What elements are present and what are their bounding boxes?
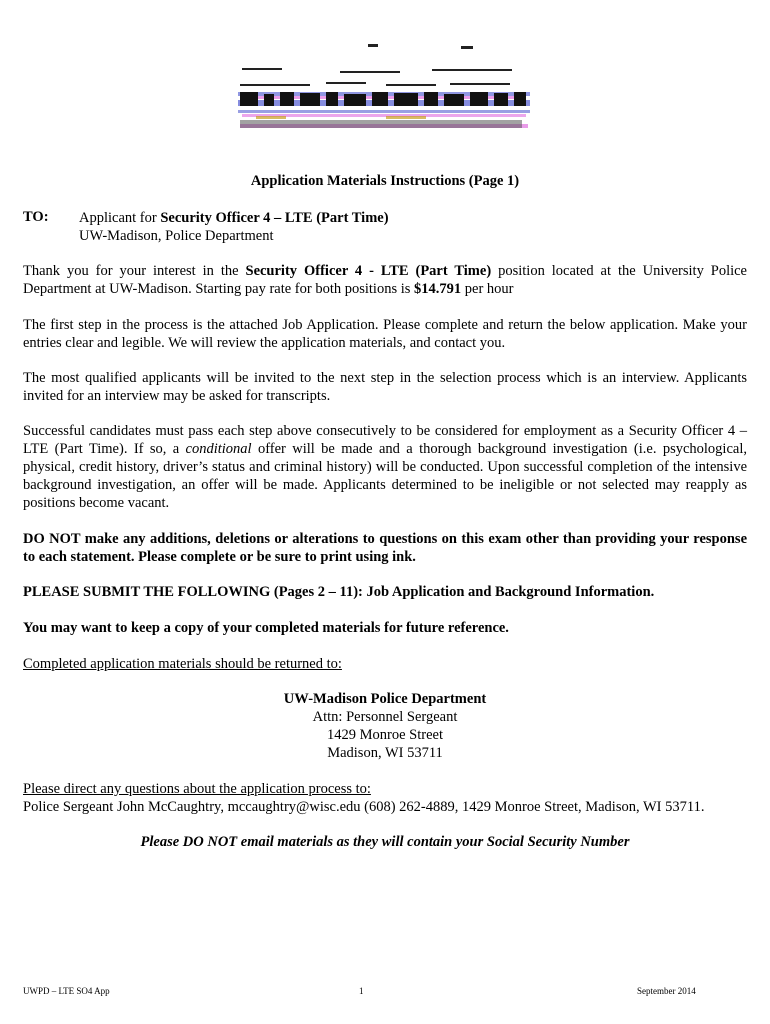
background-paragraph bbox=[23, 422, 747, 512]
do-not-alter-notice: DO NOT make any additions, deletions or alterations to questions on this exam other than providing your response to each statement. Please complete or be sure to print using ink. bbox=[23, 531, 747, 565]
to-prefix: Applicant for bbox=[79, 210, 161, 226]
first-step-paragraph: The first step in the process is the attached Job Application. Please complete and return the below application. Make your entries clear and legible. We will review the application materials, and contact you. bbox=[23, 317, 747, 351]
return-address bbox=[0, 690, 770, 762]
footer-page-number: 1 bbox=[359, 986, 364, 996]
questions-heading: Please direct any questions about the application process to: bbox=[23, 781, 371, 797]
page-title: Application Materials Instructions (Page 1) bbox=[250, 173, 520, 189]
position-title: Security Officer 4 – LTE (Part Time) bbox=[160, 210, 389, 226]
address-city: Madison, WI 53711 bbox=[327, 745, 443, 761]
background-text-a: Successful candidates must pass each step above consecutively to be considered for employment as a Security Officer 4 – LTE (Part Time). If so, a bbox=[23, 423, 747, 457]
submit-notice: PLEASE SUBMIT THE FOLLOWING (Pages 2 – 11): Job Application and Background Information. bbox=[23, 584, 655, 600]
ssn-warning: Please DO NOT email materials as they will contain your Social Security Number bbox=[140, 834, 630, 850]
address-name: UW-Madison Police Department bbox=[283, 691, 487, 707]
intro-text-a: Thank you for your interest in the bbox=[23, 263, 246, 279]
conditional-word: conditional bbox=[185, 441, 252, 457]
intro-position: Security Officer 4 - LTE (Part Time) bbox=[245, 263, 492, 279]
questions-section bbox=[23, 780, 747, 816]
to-recipient bbox=[79, 209, 389, 245]
address-attn: Attn: Personnel Sergeant bbox=[312, 709, 458, 725]
uwpd-logo bbox=[236, 42, 532, 134]
return-heading: Completed application materials should be returned to: bbox=[23, 656, 342, 672]
to-label: TO: bbox=[23, 209, 49, 225]
intro-paragraph bbox=[23, 262, 747, 298]
intro-text-e: per hour bbox=[461, 281, 514, 297]
footer-left: UWPD – LTE SO4 App bbox=[23, 986, 110, 996]
interview-paragraph: The most qualified applicants will be invited to the next step in the selection process which is an interview. Applicants invited for an interview may be asked for transcripts. bbox=[23, 370, 747, 404]
pay-rate: $14.791 bbox=[414, 281, 462, 297]
intro-text-c: position located at the University Police Department at UW-Madison. Starting pay rate for both positions is bbox=[23, 263, 747, 297]
keep-copy-notice: You may want to keep a copy of your completed materials for future reference. bbox=[23, 620, 509, 636]
address-street: 1429 Monroe Street bbox=[327, 727, 443, 743]
department-line: UW-Madison, Police Department bbox=[79, 228, 274, 244]
background-text-c: offer will be made and a thorough background investigation (i.e. psychological, physical, credit history, driver’s status and criminal history) will be conducted. Upon successful completion of the intensive background investigation, an offer will be made. Applicants determined to be ineligible or not selected may reapply as positions become vacant. bbox=[23, 441, 747, 511]
footer-date: September 2014 bbox=[637, 986, 696, 996]
contact-info: Police Sergeant John McCaughtry, mccaughtry@wisc.edu (608) 262-4889, 1429 Monroe Street, Madison, WI 53711. bbox=[23, 799, 705, 815]
